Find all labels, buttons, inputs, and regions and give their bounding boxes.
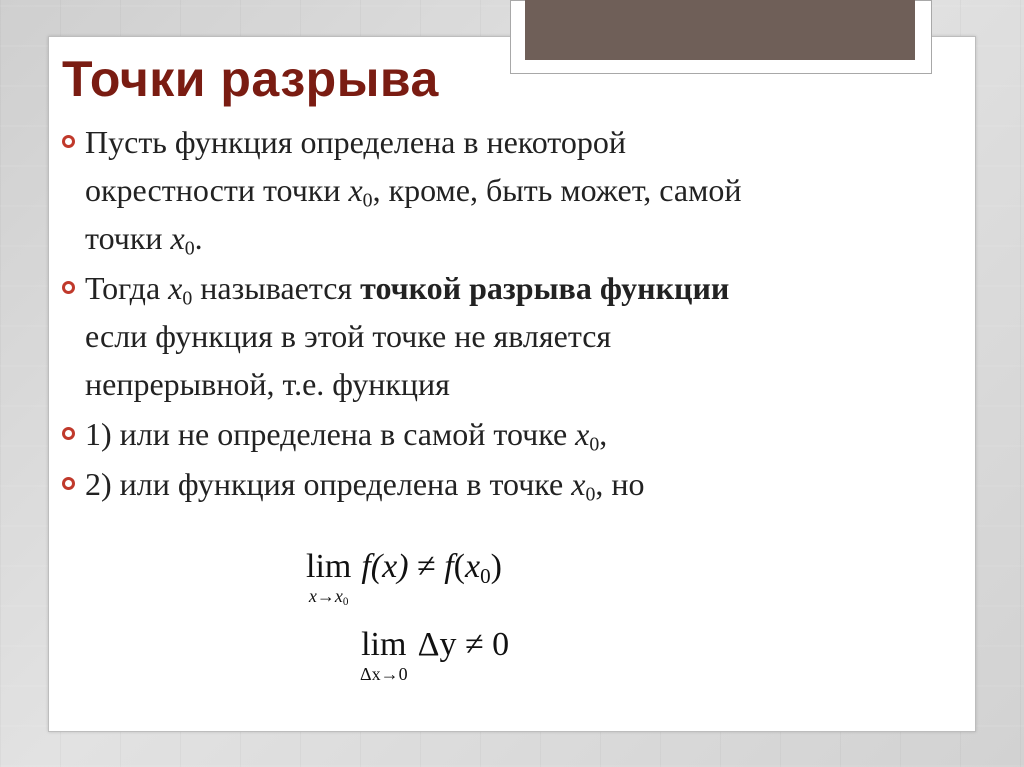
- slide-title: Точки разрыва: [62, 51, 439, 107]
- ring-bullet-icon: [62, 135, 75, 148]
- slide-body: [62, 118, 952, 510]
- ring-bullet-icon: [62, 477, 75, 490]
- ring-bullet-icon: [62, 281, 75, 294]
- bullet-item-4: 2) или функция определена в точке $x_0$, но: [62, 460, 952, 508]
- bullet-item-1: Пусть функция определена в некоторой окрестности точки $x_0$, кроме, быть может, самой точки $x_0$.: [62, 118, 952, 262]
- definition-term: точкой разрыва функции: [360, 270, 730, 306]
- limit-formula-2: lim Δx→0 Δy ≠ 0: [360, 626, 510, 684]
- bullet-item-3: 1) или не определена в самой точке $x_0$,: [62, 410, 952, 458]
- bullet-item-2: Тогда $x_0$ называется точкой разрыва функции если функция в этой точке не является непрерывной, т.е. функция: [62, 264, 952, 408]
- ring-bullet-icon: [62, 427, 75, 440]
- decorative-bar: [525, 0, 915, 60]
- limit-formula-1: lim $x\to x_0$ $f(x) \ne f(x_0)$: [306, 548, 502, 609]
